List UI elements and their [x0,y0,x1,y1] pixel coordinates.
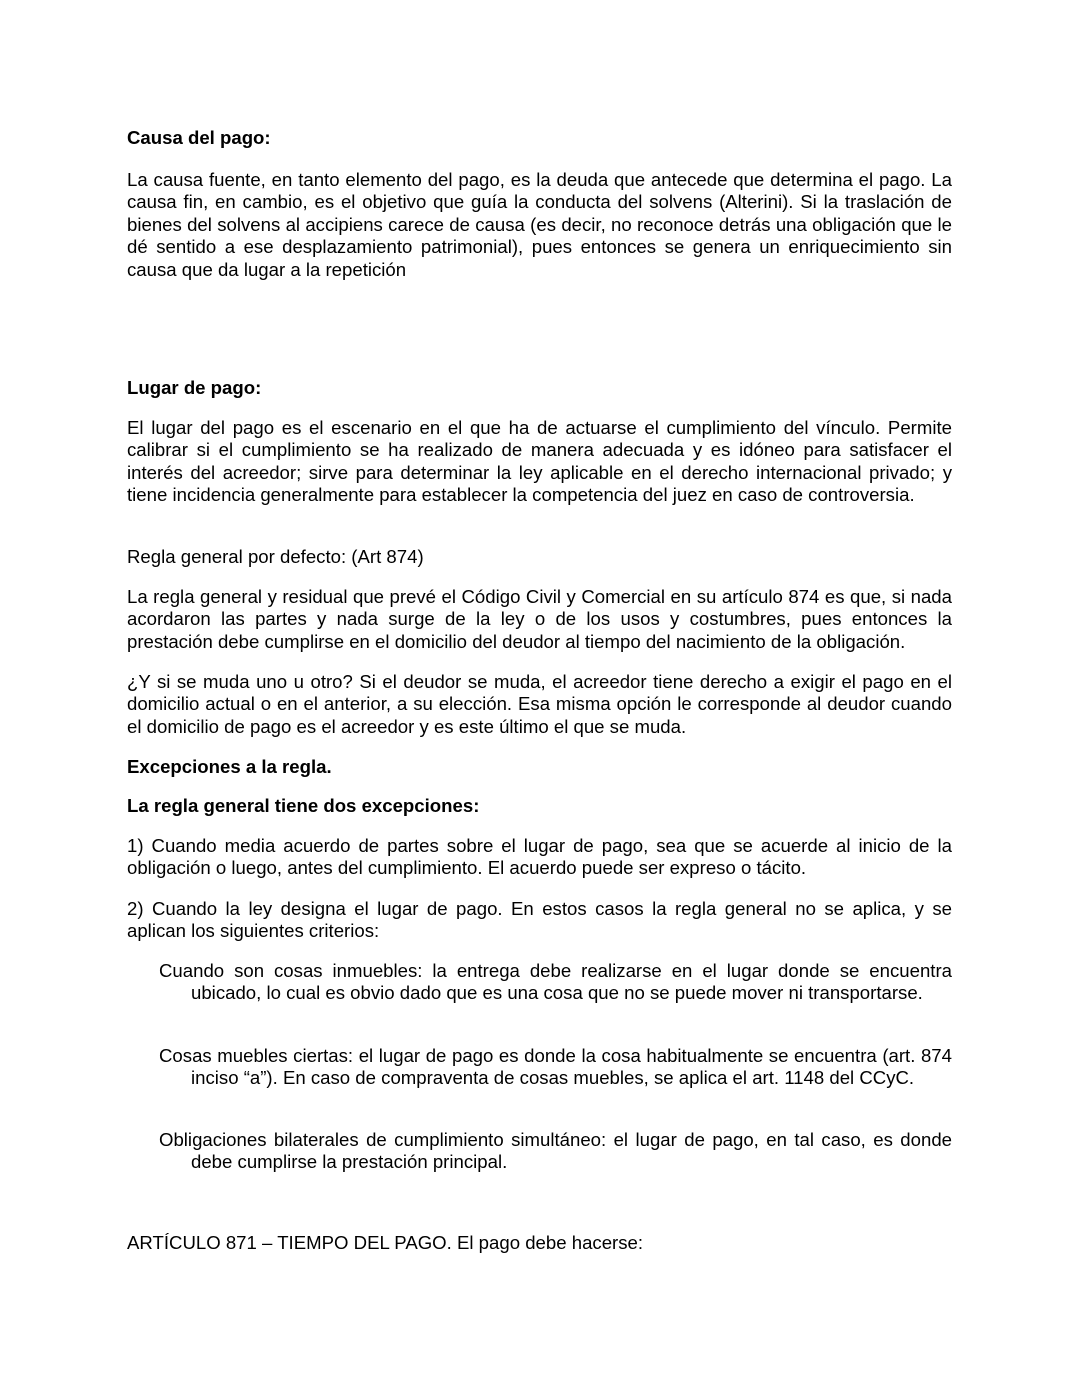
articulo-871: ARTÍCULO 871 – TIEMPO DEL PAGO. El pago debe hacerse: [127,1232,644,1253]
lugar-heading: Lugar de pago: [127,377,262,398]
causa-paragraph: La causa fuente, en tanto elemento del pago, es la deuda que antecede que determina el pago. La causa fin, en cambio, es el objetivo que guía la conducta del solvens (Alterini). Si la traslación de bienes del solvens al accipiens carece de causa (es decir, no reconoce detrás una obligación que le dé sentido a ese desplazamiento patrimonial), pues entonces se genera un enriquecimiento sin causa que da lugar a la repetición [127,169,952,280]
causa-heading: Causa del pago: [127,127,271,148]
dos-excepciones-heading: La regla general tiene dos excepciones: [127,795,480,816]
excepcion-1-paragraph: 1) Cuando media acuerdo de partes sobre el lugar de pago, sea que se acuerde al inicio de la obligación o luego, antes del cumplimiento. El acuerdo puede ser expreso o tácito. [127,835,952,879]
lugar-intro-paragraph: El lugar del pago es el escenario en el que ha de actuarse el cumplimiento del vínculo. Permite calibrar si el cumplimiento se ha realizado de manera adecuada y es idóneo para satisfacer el interés del acreedor; sirve para determinar la ley aplicable en el derecho internacional privado; y tiene incidencia generalmente para establecer la competencia del juez en caso de controversia. [127,417,952,506]
excepcion-2-paragraph: 2) Cuando la ley designa el lugar de pago. En estos casos la regla general no se aplica, y se aplican los siguientes criterios: [127,898,952,942]
criterio-muebles: Cosas muebles ciertas: el lugar de pago es donde la cosa habitualmente se encuentra (art. 874 inciso “a”). En caso de compraventa de cosas muebles, se aplica el art. 1148 del CCyC. [159,1045,952,1089]
muda-paragraph: ¿Y si se muda uno u otro? Si el deudor se muda, el acreedor tiene derecho a exigir el pago en el domicilio actual o en el anterior, a su elección. Esa misma opción le corresponde al deudor cuando el domicilio de pago es el acreedor y es este último el que se muda. [127,671,952,737]
criterio-bilaterales: Obligaciones bilaterales de cumplimiento simultáneo: el lugar de pago, en tal caso, es donde debe cumplirse la prestación principal. [159,1129,952,1173]
criterio-inmuebles: Cuando son cosas inmuebles: la entrega debe realizarse en el lugar donde se encuentra ubicado, lo cual es obvio dado que es una cosa que no se puede mover ni transportarse. [159,960,952,1004]
excepciones-heading: Excepciones a la regla. [127,756,332,777]
regla-general-paragraph: La regla general y residual que prevé el Código Civil y Comercial en su artículo 874 es que, si nada acordaron las partes y nada surge de la ley o de los usos y costumbres, pues entonces la prestación debe cumplirse en el domicilio del deudor al tiempo del nacimiento de la obligación. [127,586,952,652]
regla-general-title: Regla general por defecto: (Art 874) [127,546,424,567]
